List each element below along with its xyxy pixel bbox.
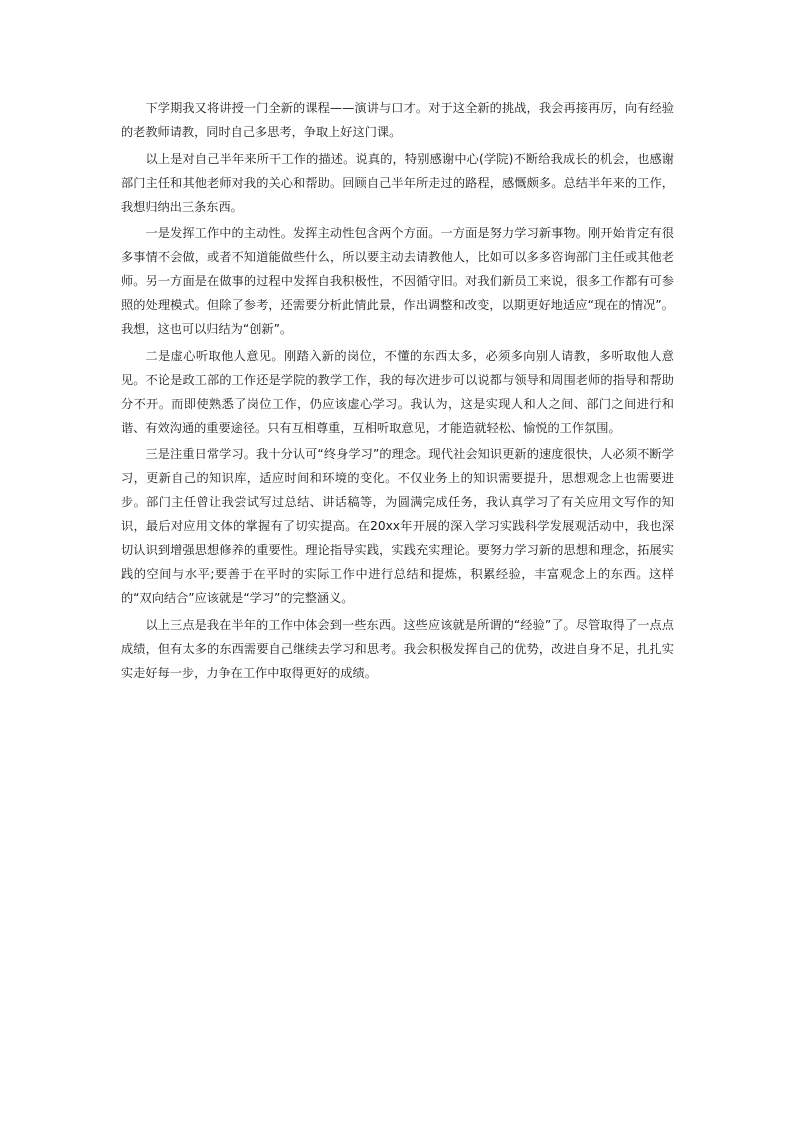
paragraph-gratitude: 以上是对自己半年来所干工作的描述。说真的，特别感谢中心(学院)不断给我成长的机会，也感谢部门主任和其他老师对我的关心和帮助。回顾自己半年所走过的路程，感慨颇多。总结半年来的工作，我想归纳出三条东西。 [121, 151, 674, 214]
paragraph-daily-learning: 三是注重日常学习。我十分认可“终身学习”的理念。现代社会知识更新的速度很快，人必须不断学习，更新自己的知识库，适应时间和环境的变化。不仅业务上的知识需要提升，思想观念上也需要进步。部门主任曾让我尝试写过总结、讲话稿等，为圆满完成任务，我认真学习了有关应用文写作的知识，最后对应用文体的掌握有了切实提高。在20xx年开展的深入学习实践科学发展观活动中，我也深切认识到增强思想修养的重要性。理论指导实践，实践充实理论。要努力学习新的思想和理念，拓展实践的空间与水平;要善于在平时的实际工作中进行总结和提炼，积累经验，丰富观念上的东西。这样的“双向结合”应该就是“学习”的完整涵义。 [121, 447, 674, 605]
paragraph-listen-to-others: 二是虚心听取他人意见。刚踏入新的岗位，不懂的东西太多，必须多向别人请教，多听取他人意见。不论是政工部的工作还是学院的教学工作，我的每次进步可以说都与领导和周围老师的指导和帮助分不开。而即使熟悉了岗位工作，仍应该虚心学习。我认为，这是实现人和人之间、部门之间进行和谐、有效沟通的重要途径。只有互相尊重，互相听取意见，才能造就轻松、愉悦的工作氛围。 [121, 348, 674, 435]
paragraph-conclusion: 以上三点是我在半年的工作中体会到一些东西。这些应该就是所谓的“经验”了。尽管取得了一点点成绩，但有太多的东西需要自己继续去学习和思考。我会积极发挥自己的优势，改进自身不足，扎扎实实走好每一步，力争在工作中取得更好的成绩。 [121, 617, 674, 680]
document-body [121, 96, 674, 687]
paragraph-next-semester-course: 下学期我又将讲授一门全新的课程——演讲与口才。对于这全新的挑战，我会再接再厉，向有经验的老教师请教，同时自己多思考，争取上好这门课。 [121, 101, 674, 139]
paragraph-initiative: 一是发挥工作中的主动性。发挥主动性包含两个方面。一方面是努力学习新事物。刚开始肯定有很多事情不会做，或者不知道能做些什么，所以要主动去请教他人，比如可以多多咨询部门主任或其他老师。另一方面是在做事的过程中发挥自我积极性，不因循守旧。对我们新员工来说，很多工作都有可参照的处理模式。但除了参考，还需要分析此情此景，作出调整和改变，以期更好地适应“现在的情况”。我想，这也可以归结为“创新”。 [121, 226, 674, 336]
